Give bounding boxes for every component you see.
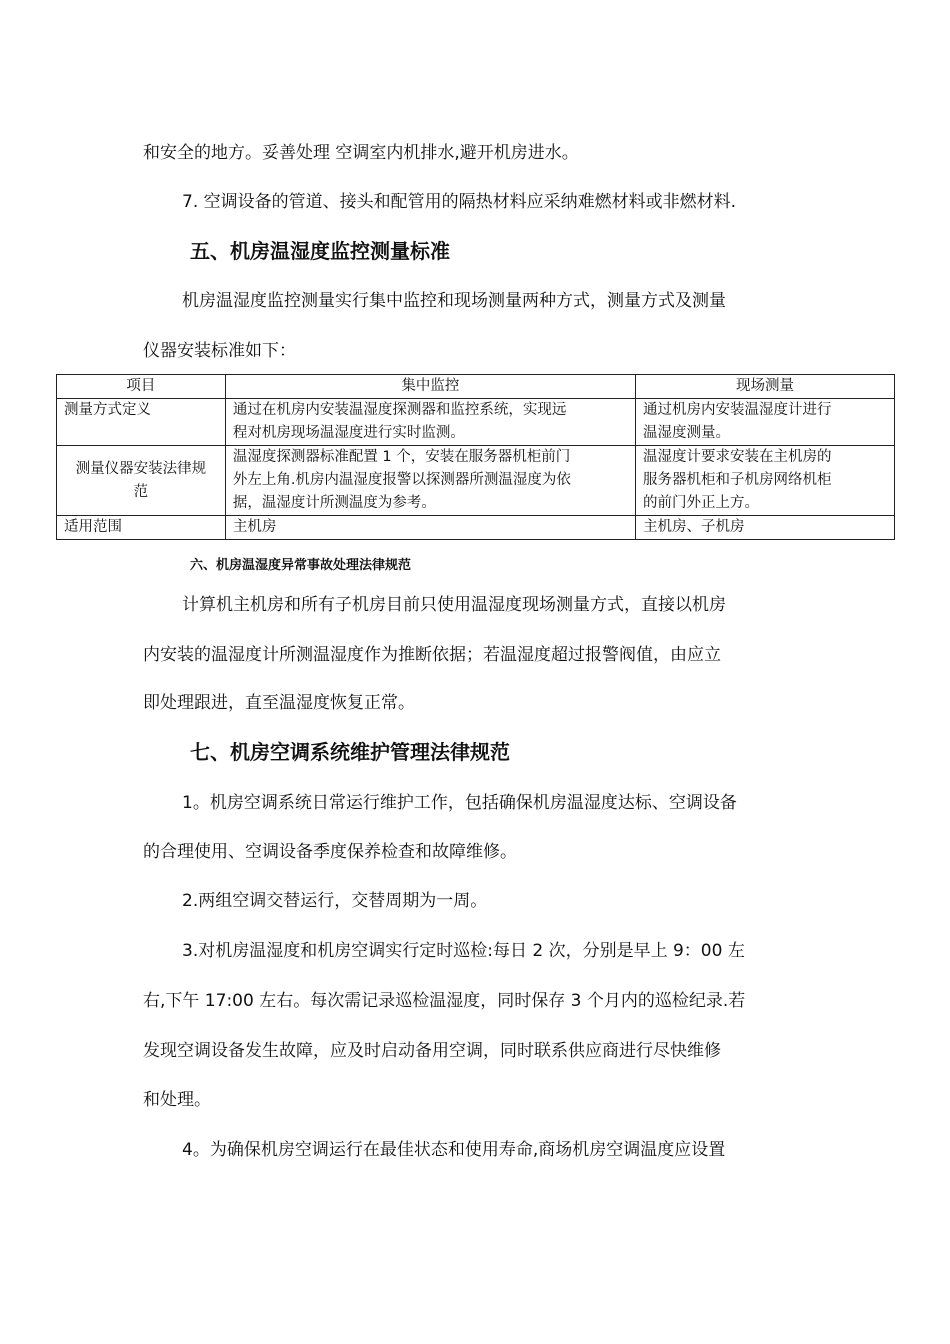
cell-text: 适用范围 — [64, 519, 122, 535]
section-6-title: 六、机房温湿度异常事故处理法律规范 — [190, 558, 412, 573]
cell-text: 通过机房内安装温湿度计进行 — [643, 402, 832, 418]
table-header-row — [57, 375, 895, 399]
section-5-para-line-2: 仪器安装标准如下： — [143, 341, 296, 361]
table-cell-item — [57, 399, 226, 446]
cell-text: 程对机房现场温湿度进行实时监测。 — [232, 425, 465, 441]
table-row — [57, 399, 895, 446]
cell-text: 温湿度探测器标准配置 1 个，安装在服务器机柜前门 — [232, 449, 571, 465]
cell-text: 据，温湿度计所测温度为参考。 — [232, 495, 436, 511]
table-row — [57, 516, 895, 540]
table-row — [57, 446, 895, 516]
measurement-standard-table — [56, 374, 895, 540]
cell-text: 主机房、子机房 — [643, 519, 745, 535]
cell-text: 外左上角.机房内温湿度报警以探测器所测温湿度为依 — [232, 472, 571, 488]
section-7-item-2: 2.两组空调交替运行，交替周期为一周。 — [182, 891, 488, 911]
table-cell-central — [225, 516, 635, 540]
section-6-para-line-2: 内安装的温湿度计所测温湿度作为推断依据；若温湿度超过报警阀值，由应立 — [143, 645, 721, 665]
cell-text: 测量仪器安装法律规 — [75, 460, 207, 477]
section-7-item-3-line-4: 和处理。 — [143, 1090, 211, 1110]
intro-line-2: 7. 空调设备的管道、接头和配管用的隔热材料应采纳难燃材料或非燃材料. — [182, 192, 737, 212]
section-7-title: 七、机房空调系统维护管理法律规范 — [190, 740, 510, 764]
table-cell-central — [225, 399, 635, 446]
cell-text: 温湿度测量。 — [643, 425, 731, 441]
cell-text: 测量方式定义 — [64, 402, 151, 418]
section-6-para-line-1: 计算机主机房和所有子机房目前只使用温湿度现场测量方式，直接以机房 — [182, 595, 726, 615]
cell-text: 的前门外正上方。 — [643, 495, 760, 511]
intro-line-1: 和安全的地方。妥善处理 空调室内机排水,避开机房进水。 — [143, 143, 579, 163]
table-cell-onsite — [636, 516, 895, 540]
cell-text: 范 — [133, 483, 149, 500]
table-cell-onsite — [636, 446, 895, 516]
cell-text: 温湿度计要求安装在主机房的 — [643, 449, 832, 465]
section-7-item-1-line-2: 的合理使用、空调设备季度保养检查和故障维修。 — [143, 842, 517, 862]
section-5-para-line-1: 机房温湿度监控测量实行集中监控和现场测量两种方式，测量方式及测量 — [182, 291, 726, 311]
table-header-central: 集中监控 — [225, 375, 635, 399]
table-cell-item — [57, 446, 226, 516]
cell-text: 通过在机房内安装温湿度探测器和监控系统，实现远 — [232, 402, 567, 418]
cell-text: 主机房 — [232, 519, 277, 535]
section-7-item-3-line-3: 发现空调设备发生故障，应及时启动备用空调，同时联系供应商进行尽快维修 — [143, 1041, 721, 1061]
table-cell-central — [225, 446, 635, 516]
cell-text: 服务器机柜和子机房网络机柜 — [643, 472, 832, 488]
section-7-item-4-line-1: 4。为确保机房空调运行在最佳状态和使用寿命,商场机房空调温度应设置 — [182, 1140, 726, 1160]
section-7-item-3-line-2: 右,下午 17:00 左右。每次需记录巡检温湿度，同时保存 3 个月内的巡检纪录.若 — [143, 991, 746, 1011]
table-cell-item — [57, 516, 226, 540]
table-header-item: 项目 — [57, 375, 226, 399]
section-7-item-3-line-1: 3.对机房温湿度和机房空调实行定时巡检:每日 2 次，分别是早上 9：00 左 — [182, 941, 745, 961]
section-7-item-1-line-1: 1。机房空调系统日常运行维护工作，包括确保机房温湿度达标、空调设备 — [182, 793, 737, 813]
table-cell-onsite — [636, 399, 895, 446]
table-header-onsite: 现场测量 — [636, 375, 895, 399]
section-5-title: 五、机房温湿度监控测量标准 — [190, 239, 450, 263]
section-6-para-line-3: 即处理跟进，直至温湿度恢复正常。 — [143, 693, 415, 713]
